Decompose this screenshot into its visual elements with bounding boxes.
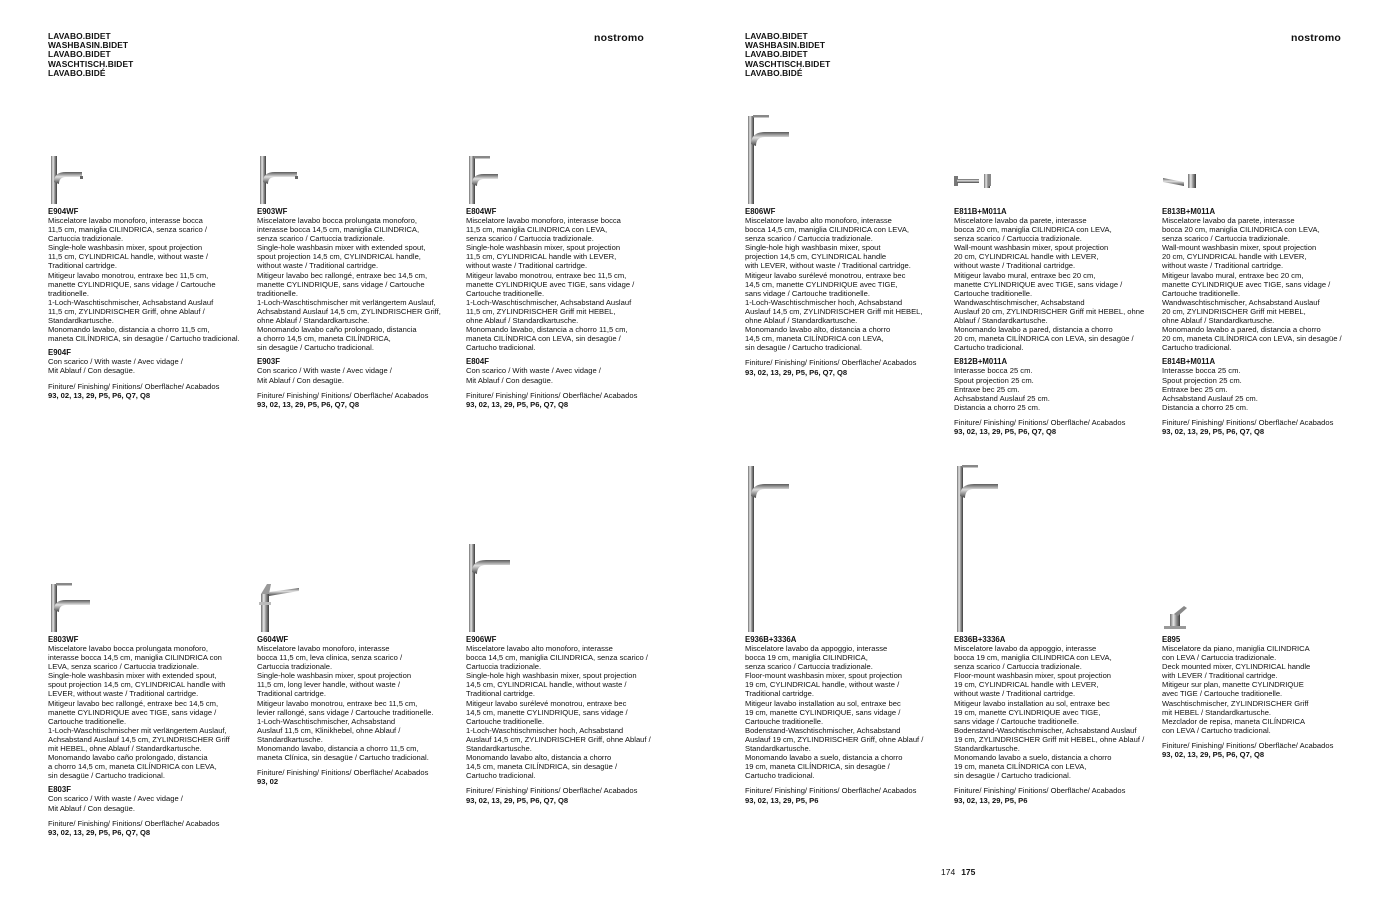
faucet-icon bbox=[466, 152, 506, 204]
product-description: Miscelatore lavabo da parete, interasse bocca 20 cm, maniglia CILINDRICA con LEVA, senza scarico / Cartuccia tradizionale. Wall-mount washbasin mixer, spout projection 20 cm, CYLINDRICAL handle with LEVER, without waste / Traditional cartridge. Mitigeur lavabo mural, entraxe bec 20 cm, manette CYLINDRIQUE avec TIGE, sans vidage / Cartouche traditionelle. Wandwaschtischmischer, Achsabstand Auslauf 20 cm, ZYLINDRISCHER Griff mit HEBEL, ohne Ablauf / Standardkartusche. Monomando lavabo a pared, distancia a chorro 20 cm, maneta CILÍNDRICA con LEVA, sin desagüe / Cartucho tradicional. bbox=[954, 216, 1145, 353]
product-E895 bbox=[1162, 600, 1372, 759]
faucet-image bbox=[1162, 152, 1372, 204]
page-number-left: 174 bbox=[941, 867, 956, 877]
finishing-label: Finiture/ Finishing/ Finitions/ Oberfläche/ Acabados bbox=[257, 768, 429, 778]
variant-description: Con scarico / With waste / Avec vidage / Mit Ablauf / Con desagüe. bbox=[48, 357, 183, 376]
wall-faucet-icon bbox=[1162, 152, 1208, 204]
faucet-image bbox=[257, 580, 467, 632]
faucet-image bbox=[745, 462, 955, 632]
product-code: E936B+3336A bbox=[745, 635, 797, 644]
variant-code: E904F bbox=[48, 348, 71, 358]
finishing-codes: 93, 02, 13, 29, P5, P6, Q7, Q8 bbox=[954, 426, 1057, 436]
brand-left: nostromo bbox=[594, 32, 645, 44]
product-E903WF bbox=[257, 152, 467, 409]
product-code: E803WF bbox=[48, 635, 79, 644]
finishing-codes: 93, 02, 13, 29, P5, P6 bbox=[954, 795, 1028, 805]
page-numbers bbox=[941, 867, 975, 877]
product-E906WF bbox=[466, 540, 676, 805]
product-E811B-M011A bbox=[954, 152, 1164, 436]
finishing-label: Finiture/ Finishing/ Finitions/ Oberfläche/ Acabados bbox=[48, 381, 220, 391]
faucet-image bbox=[745, 112, 955, 204]
section-title-left: LAVABO.BIDET WASHBASIN.BIDET LAVABO.BIDET WASCHTISCH.BIDET LAVABO.BIDÉ bbox=[48, 31, 134, 78]
product-code: E903WF bbox=[257, 207, 288, 216]
product-description: Miscelatore lavabo monoforo, interasse bocca 11,5 cm, maniglia CILINDRICA, senza scarico / Cartuccia tradizionale. Single-hole washbasin mixer, spout projection 11,5 cm, CYLINDRICAL handle, without waste / Traditional cartridge. Mitigeur lavabo monotrou, entraxe bec 11,5 cm, manette CYLINDRIQUE, sans vidage / Cartouche traditionelle. 1-Loch-Waschtischmischer, Achsabstand Auslauf 11,5 cm, ZYLINDRISCHER Griff, ohne Ablauf / Standardkartusche. Monomando lavabo, distancia a chorro 11,5 cm, maneta CILÍNDRICA, sin desagüe / Cartucho tradicional. bbox=[48, 216, 240, 344]
product-E813B-M011A bbox=[1162, 152, 1372, 436]
product-description: Miscelatore lavabo da parete, interasse bocca 20 cm, maniglia CILINDRICA con LEVA, senza scarico / Cartuccia tradizionale. Wall-mount washbasin mixer, spout projection 20 cm, CYLINDRICAL handle with LEVER, without waste / Traditional cartridge. Mitigeur lavabo mural, entraxe bec 20 cm, manette CYLINDRIQUE avec TIGE, sans vidage / Cartouche traditionelle. Wandwaschtischmischer, Achsabstand Auslauf 20 cm, ZYLINDRISCHER Griff mit HEBEL, ohne Ablauf / Standardkartusche. Monomando lavabo a pared, distancia a chorro 20 cm, maneta CILÍNDRICA con LEVA, sin desagüe / Cartucho tradicional. bbox=[1162, 216, 1342, 353]
product-E803WF bbox=[48, 580, 258, 837]
faucet-image bbox=[466, 540, 676, 632]
finishing-codes: 93, 02, 13, 29, P5, P6, Q7, Q8 bbox=[745, 367, 848, 377]
product-code: G604WF bbox=[257, 635, 289, 644]
faucet-image bbox=[48, 152, 258, 204]
product-code: E836B+3336A bbox=[954, 635, 1006, 644]
product-description: Miscelatore lavabo alto monoforo, interasse bocca 14,5 cm, maniglia CILINDRICA, senza scarico / Cartuccia tradizionale. Single-hole high washbasin mixer, spout projection 14,5 cm, CYLINDRICAL handle, without waste / Traditional cartridge. Mitigeur lavabo surélevé monotrou, entraxe bec 14,5 cm, manette CYLINDRIQUE, sans vidage / Cartouche traditionelle. 1-Loch-Waschtischmischer hoch, Achsabstand Auslauf 14,5 cm, ZYLINDRISCHER Griff, ohne Ablauf / Standardkartusche. Monomando lavabo alto, distancia a chorro 14,5 cm, maneta CILÍNDRICA, sin desagüe / Cartucho tradicional. bbox=[466, 644, 651, 781]
finishing-label: Finiture/ Finishing/ Finitions/ Oberfläche/ Acabados bbox=[1162, 417, 1334, 427]
section-title-right: LAVABO.BIDET WASHBASIN.BIDET LAVABO.BIDET WASCHTISCH.BIDET LAVABO.BIDÉ bbox=[745, 31, 831, 78]
finishing-label: Finiture/ Finishing/ Finitions/ Oberfläche/ Acabados bbox=[466, 390, 638, 400]
faucet-icon bbox=[745, 112, 795, 204]
variant-description: Interasse bocca 25 cm. Spout projection 25 cm. Entraxe bec 25 cm. Achsabstand Auslauf 25 cm. Distancia a chorro 25 cm. bbox=[1162, 366, 1258, 412]
product-E804WF bbox=[466, 152, 676, 409]
variant-code: E804F bbox=[466, 357, 489, 367]
variant-code: E903F bbox=[257, 357, 280, 367]
variant-code: E814B+M011A bbox=[1162, 357, 1216, 367]
finishing-codes: 93, 02, 13, 29, P5, P6, Q7, Q8 bbox=[466, 795, 569, 805]
product-description: Miscelatore lavabo monoforo, interasse bocca 11,5 cm, leva clinica, senza scarico / Cartuccia tradizionale. Single-hole washbasin mixer, spout projection 11,5 cm, long lever handle, without waste / Traditional cartridge. Mitigeur lavabo monotrou, entraxe bec 11,5 cm, levier rallongé, sans vidage / Cartouche traditionelle. 1-Loch-Waschtischmischer, Achsabstand Auslauf 11,5 cm, Klinikhebel, ohne Ablauf / Standardkartusche. Monomando lavabo, distancia a chorro 11,5 cm, maneta Clínica, sin desagüe / Cartucho tradicional. bbox=[257, 644, 434, 763]
product-code: E906WF bbox=[466, 635, 497, 644]
product-code: E811B+M011A bbox=[954, 207, 1007, 216]
brand-right: nostromo bbox=[1291, 32, 1342, 44]
finishing-label: Finiture/ Finishing/ Finitions/ Oberfläche/ Acabados bbox=[954, 417, 1126, 427]
finishing-codes: 93, 02 bbox=[257, 777, 279, 787]
page-number-right: 175 bbox=[961, 867, 976, 877]
product-description: Miscelatore lavabo bocca prolungata monoforo, interasse bocca 14,5 cm, maniglia CILINDRICA con LEVA, senza scarico / Cartuccia tradizionale. Single-hole washbasin mixer with extended spout, spout projection 14,5 cm, CYLINDRICAL handle with LEVER, without waste / Traditional cartridge. Mitigeur lavabo bec rallongé, entraxe bec 14,5 cm, manette CYLINDRIQUE avec TIGE, sans vidage / Cartouche traditionelle. 1-Loch-Waschtischmischer mit verlängertem Auslauf, Achsabstand Auslauf 14,5 cm, ZYLINDRISCHER Griff mit HEBEL, ohne Ablauf / Standardkartusche. Monomando lavabo caño prolongado, distancia a chorro 14,5 cm, maneta CILÍNDRICA con LEVA, sin desagüe / Cartucho tradicional. bbox=[48, 644, 230, 781]
product-G604WF bbox=[257, 580, 467, 786]
faucet-icon bbox=[466, 540, 516, 632]
variant-description: Interasse bocca 25 cm. Spout projection 25 cm. Entraxe bec 25 cm. Achsabstand Auslauf 25 cm. Distancia a chorro 25 cm. bbox=[954, 366, 1050, 412]
finishing-codes: 93, 02, 13, 29, P5, P6, Q7, Q8 bbox=[48, 827, 151, 837]
faucet-image bbox=[954, 152, 1164, 204]
product-description: Miscelatore lavabo da appoggio, interasse bocca 19 cm, maniglia CILINDRICA, senza scarico / Cartuccia tradizionale. Floor-mount washbasin mixer, spout projection 19 cm, CYLINDRICAL handle, without waste / Traditional cartridge. Mitigeur lavabo installation au sol, entraxe bec 19 cm, manette CYLINDRIQUE, sans vidage / Cartouche traditionelle. Bodenstand-Waschtischmischer, Achsabstand Auslauf 19 cm, ZYLINDRISCHER Griff, ohne Ablauf / Standardkartusche. Monomando lavabo a suelo, distancia a chorro 19 cm, maneta CILÍNDRICA, sin desagüe / Cartucho tradicional. bbox=[745, 644, 924, 781]
product-E904WF bbox=[48, 152, 258, 400]
product-description: Miscelatore lavabo bocca prolungata monoforo, interasse bocca 14,5 cm, maniglia CILINDRICA, senza scarico / Cartuccia tradizionale. Single-hole washbasin mixer with extended spout, spout projection 14,5 cm, CYLINDRICAL handle, without waste / Traditional cartridge. Mitigeur lavabo bec rallongé, entraxe bec 14,5 cm, manette CYLINDRIQUE, sans vidage / Cartouche traditionelle. 1-Loch-Waschtischmischer mit verlängertem Auslauf, Achsabstand Auslauf 14,5 cm, ZYLINDRISCHER Griff, ohne Ablauf / Standardkartusche. Monomando lavabo caño prolongado, distancia a chorro 14,5 cm, maneta CILÍNDRICA, sin desagüe / Cartucho tradicional. bbox=[257, 216, 441, 353]
floor-faucet-icon bbox=[954, 462, 1004, 632]
product-description: Miscelatore lavabo monoforo, interasse bocca 11,5 cm, maniglia CILINDRICA con LEVA, senza scarico / Cartuccia tradizionale. Single-hole washbasin mixer, spout projection 11,5 cm, CYLINDRICAL handle with LEVER, without waste / Traditional cartridge. Mitigeur lavabo monotrou, entraxe bec 11,5 cm, manette CYLINDRIQUE avec TIGE, sans vidage / Cartouche traditionelle. 1-Loch-Waschtischmischer, Achsabstand Auslauf 11,5 cm, ZYLINDRISCHER Griff mit HEBEL, ohne Ablauf / Standardkartusche. Monomando lavabo, distancia a chorro 11,5 cm, maneta CILÍNDRICA con LEVA, sin desagüe / Cartucho tradicional. bbox=[466, 216, 635, 353]
faucet-image bbox=[257, 152, 467, 204]
product-code: E904WF bbox=[48, 207, 79, 216]
finishing-codes: 93, 02, 13, 29, P5, P6 bbox=[745, 795, 819, 805]
faucet-image bbox=[466, 152, 676, 204]
finishing-label: Finiture/ Finishing/ Finitions/ Oberfläche/ Acabados bbox=[466, 786, 638, 796]
finishing-label: Finiture/ Finishing/ Finitions/ Oberfläche/ Acabados bbox=[954, 786, 1126, 796]
finishing-codes: 93, 02, 13, 29, P5, P6, Q7, Q8 bbox=[257, 399, 360, 409]
product-description: Miscelatore lavabo da appoggio, interasse bocca 19 cm, maniglia CILINDRICA con LEVA, senza scarico / Cartuccia tradizionale. Floor-mount washbasin mixer, spout projection 19 cm, CYLINDRICAL handle with LEVER, without waste / Traditional cartridge. Mitigeur lavabo installation au sol, entraxe bec 19 cm, manette CYLINDRIQUE avec TIGE, sans vidage / Cartouche traditionelle. Bodenstand-Waschtischmischer, Achsabstand Auslauf 19 cm, ZYLINDRISCHER Griff mit HEBEL, ohne Ablauf / Standardkartusche. Monomando lavabo a suelo, distancia a chorro 19 cm, maneta CILÍNDRICA con LEVA, sin desagüe / Cartucho tradicional. bbox=[954, 644, 1145, 781]
product-E936B-3336A bbox=[745, 462, 955, 805]
faucet-icon bbox=[48, 152, 88, 204]
faucet-image bbox=[1162, 600, 1372, 632]
product-code: E895 bbox=[1162, 635, 1181, 644]
finishing-label: Finiture/ Finishing/ Finitions/ Oberfläche/ Acabados bbox=[48, 818, 220, 828]
deck-mixer-icon bbox=[1162, 600, 1192, 632]
product-description: Miscelatore da piano, maniglia CILINDRICA con LEVA / Cartuccia tradizionale. Deck mounted mixer, CYLINDRICAL handle with LEVER / Traditional cartridge. Mitigeur sur plan, manette CYLINDRIQUE avec TIGE / Cartouche traditionelle. Waschtischmischer, ZYLINDRISCHER Griff mit HEBEL / Standardkartusche. Mezclador de repisa, maneta CILÍNDRICA con LEVA / Cartucho tradicional. bbox=[1162, 644, 1311, 735]
product-code: E804WF bbox=[466, 207, 497, 216]
faucet-icon bbox=[48, 580, 94, 632]
faucet-image bbox=[48, 580, 258, 632]
finishing-codes: 93, 02, 13, 29, P5, P6, Q7, Q8 bbox=[1162, 750, 1265, 760]
product-code: E806WF bbox=[745, 207, 776, 216]
finishing-label: Finiture/ Finishing/ Finitions/ Oberfläche/ Acabados bbox=[745, 786, 917, 796]
variant-description: Con scarico / With waste / Avec vidage / Mit Ablauf / Con desagüe. bbox=[466, 366, 601, 385]
faucet-icon bbox=[257, 152, 301, 204]
variant-code: E803F bbox=[48, 785, 71, 795]
product-description: Miscelatore lavabo alto monoforo, interasse bocca 14,5 cm, maniglia CILINDRICA con LEVA, senza scarico / Cartuccia tradizionale. Single-hole high washbasin mixer, spout projection 14,5 cm, CYLINDRICAL handle with LEVER, without waste / Traditional cartridge. Mitigeur lavabo surélevé monotrou, entraxe bec 14,5 cm, manette CYLINDRIQUE avec TIGE, sans vidage / Cartouche traditionelle. 1-Loch-Waschtischmischer hoch, Achsabstand Auslauf 14,5 cm, ZYLINDRISCHER Griff mit HEBEL, ohne Ablauf / Standardkartusche. Monomando lavabo alto, distancia a chorro 14,5 cm, maneta CILÍNDRICA con LEVA, sin desagüe / Cartucho tradicional. bbox=[745, 216, 923, 353]
faucet-icon bbox=[257, 580, 303, 632]
finishing-label: Finiture/ Finishing/ Finitions/ Oberfläche/ Acabados bbox=[1162, 740, 1334, 750]
finishing-label: Finiture/ Finishing/ Finitions/ Oberfläche/ Acabados bbox=[745, 358, 917, 368]
variant-code: E812B+M011A bbox=[954, 357, 1008, 367]
finishing-codes: 93, 02, 13, 29, P5, P6, Q7, Q8 bbox=[466, 399, 569, 409]
product-E806WF bbox=[745, 112, 955, 377]
variant-description: Con scarico / With waste / Avec vidage / Mit Ablauf / Con desagüe. bbox=[48, 794, 183, 813]
variant-description: Con scarico / With waste / Avec vidage / Mit Ablauf / Con desagüe. bbox=[257, 366, 392, 385]
floor-faucet-icon bbox=[745, 462, 795, 632]
product-code: E813B+M011A bbox=[1162, 207, 1216, 216]
product-E836B-3336A bbox=[954, 462, 1164, 805]
faucet-image bbox=[954, 462, 1164, 632]
wall-faucet-icon bbox=[954, 152, 1000, 204]
finishing-label: Finiture/ Finishing/ Finitions/ Oberfläche/ Acabados bbox=[257, 390, 429, 400]
finishing-codes: 93, 02, 13, 29, P5, P6, Q7, Q8 bbox=[48, 390, 151, 400]
finishing-codes: 93, 02, 13, 29, P5, P6, Q7, Q8 bbox=[1162, 426, 1265, 436]
